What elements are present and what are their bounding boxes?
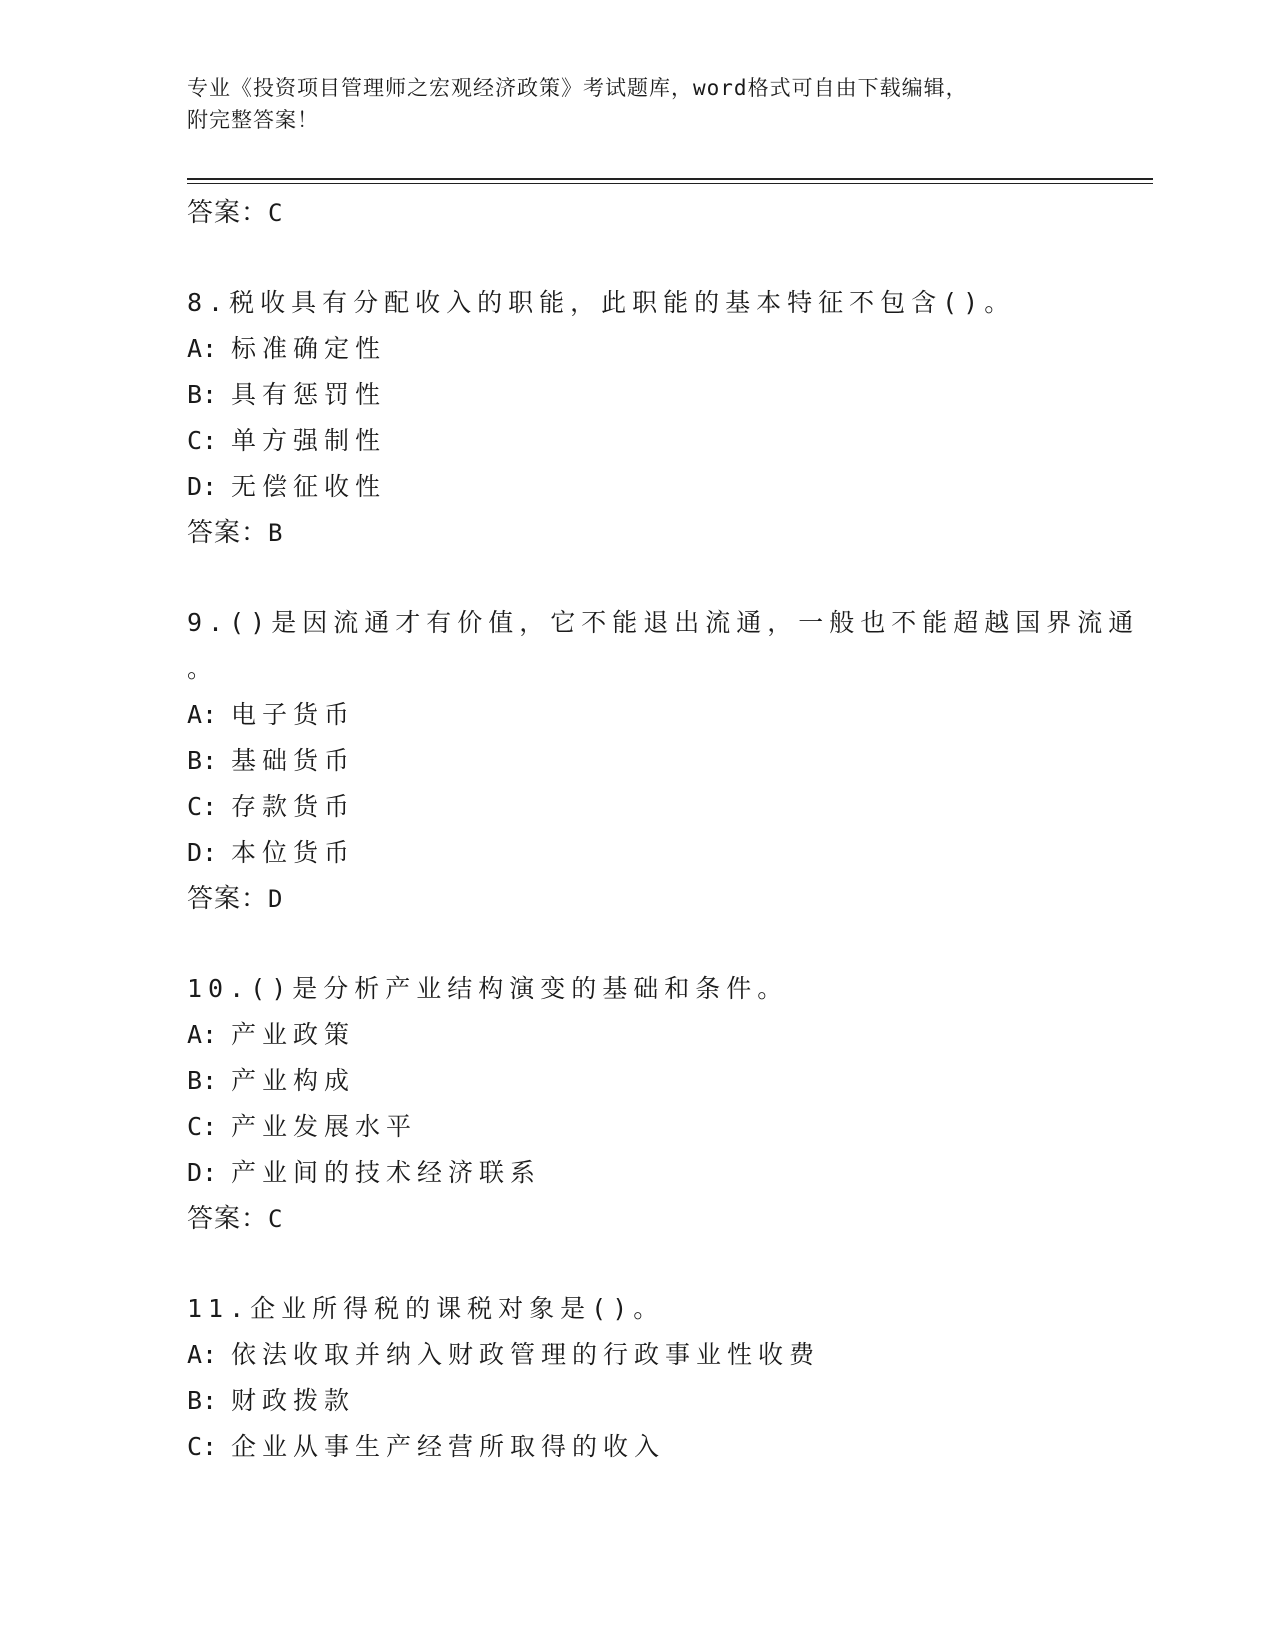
spacer (187, 1242, 1147, 1286)
option-d (187, 464, 1147, 510)
option-letter: A: (187, 700, 218, 729)
spacer (187, 236, 1147, 280)
option-c (187, 418, 1147, 464)
option-c (187, 1104, 1147, 1150)
option-letter: B: (187, 746, 218, 775)
option-letter: B: (187, 1066, 218, 1095)
spacer (187, 922, 1147, 966)
header-divider-thin (187, 183, 1153, 184)
option-b (187, 1378, 1147, 1424)
option-letter: C: (187, 1432, 218, 1461)
answer-value: C (268, 1205, 284, 1233)
header-line-2: 附完整答案！ (187, 108, 319, 132)
option-text: 产业构成 (231, 1066, 356, 1095)
spacer (187, 556, 1147, 600)
answer-value: B (268, 519, 284, 547)
question-block (187, 280, 1147, 556)
question-stem: 10.()是分析产业结构演变的基础和条件。 (187, 974, 789, 1003)
answer-label: 答案： (187, 1204, 269, 1234)
option-a (187, 1012, 1147, 1058)
option-text: 基础货币 (231, 746, 356, 775)
question-block (187, 1286, 1147, 1470)
option-b (187, 738, 1147, 784)
question-stem: 9.()是因流通才有价值，它不能退出流通，一般也不能超越国界流通 (187, 608, 1140, 637)
option-b (187, 372, 1147, 418)
option-text: 标准确定性 (231, 334, 387, 363)
option-text: 依法收取并纳入财政管理的行政事业性收费 (231, 1340, 821, 1369)
answer-value: C (268, 199, 284, 227)
option-text: 本位货币 (231, 838, 356, 867)
question-stem: 11.企业所得税的课税对象是()。 (187, 1294, 665, 1323)
option-letter: B: (187, 1386, 218, 1415)
option-text: 企业从事生产经营所取得的收入 (231, 1432, 666, 1461)
option-a (187, 692, 1147, 738)
option-b (187, 1058, 1147, 1104)
option-letter: A: (187, 1340, 218, 1369)
option-letter: C: (187, 1112, 218, 1141)
answer-label: 答案： (187, 198, 269, 228)
option-d (187, 830, 1147, 876)
option-text: 电子货币 (231, 700, 356, 729)
option-text: 产业政策 (231, 1020, 356, 1049)
option-text: 无偿征收性 (231, 472, 387, 501)
option-letter: B: (187, 380, 218, 409)
option-letter: D: (187, 472, 218, 501)
option-c (187, 784, 1147, 830)
answer-label: 答案： (187, 518, 269, 548)
question-block (187, 600, 1147, 922)
header-divider-thick (187, 178, 1153, 180)
answer-label: 答案： (187, 884, 269, 914)
option-text: 具有惩罚性 (231, 380, 387, 409)
option-a (187, 326, 1147, 372)
option-text: 产业发展水平 (231, 1112, 418, 1141)
header-line-1: 专业《投资项目管理师之宏观经济政策》考试题库，word格式可自由下载编辑， (187, 76, 968, 100)
option-c (187, 1424, 1147, 1470)
answer-value: D (268, 885, 284, 913)
option-text: 单方强制性 (231, 426, 387, 455)
option-text: 财政拨款 (231, 1386, 356, 1415)
option-letter: A: (187, 1020, 218, 1049)
option-letter: C: (187, 792, 218, 821)
option-text: 存款货币 (231, 792, 356, 821)
question-answer (187, 876, 1147, 922)
option-d (187, 1150, 1147, 1196)
option-letter: D: (187, 838, 218, 867)
question-stem: 8.税收具有分配收入的职能，此职能的基本特征不包含()。 (187, 288, 1016, 317)
option-letter: A: (187, 334, 218, 363)
question-list (187, 190, 1147, 1470)
question-answer (187, 1196, 1147, 1242)
option-letter: D: (187, 1158, 218, 1187)
option-text: 产业间的技术经济联系 (231, 1158, 542, 1187)
question-answer (187, 510, 1147, 556)
option-letter: C: (187, 426, 218, 455)
option-a (187, 1332, 1147, 1378)
question-block (187, 966, 1147, 1242)
previous-answer (187, 190, 1147, 236)
document-header (187, 72, 1057, 136)
question-stem-continued: 。 (187, 654, 213, 683)
